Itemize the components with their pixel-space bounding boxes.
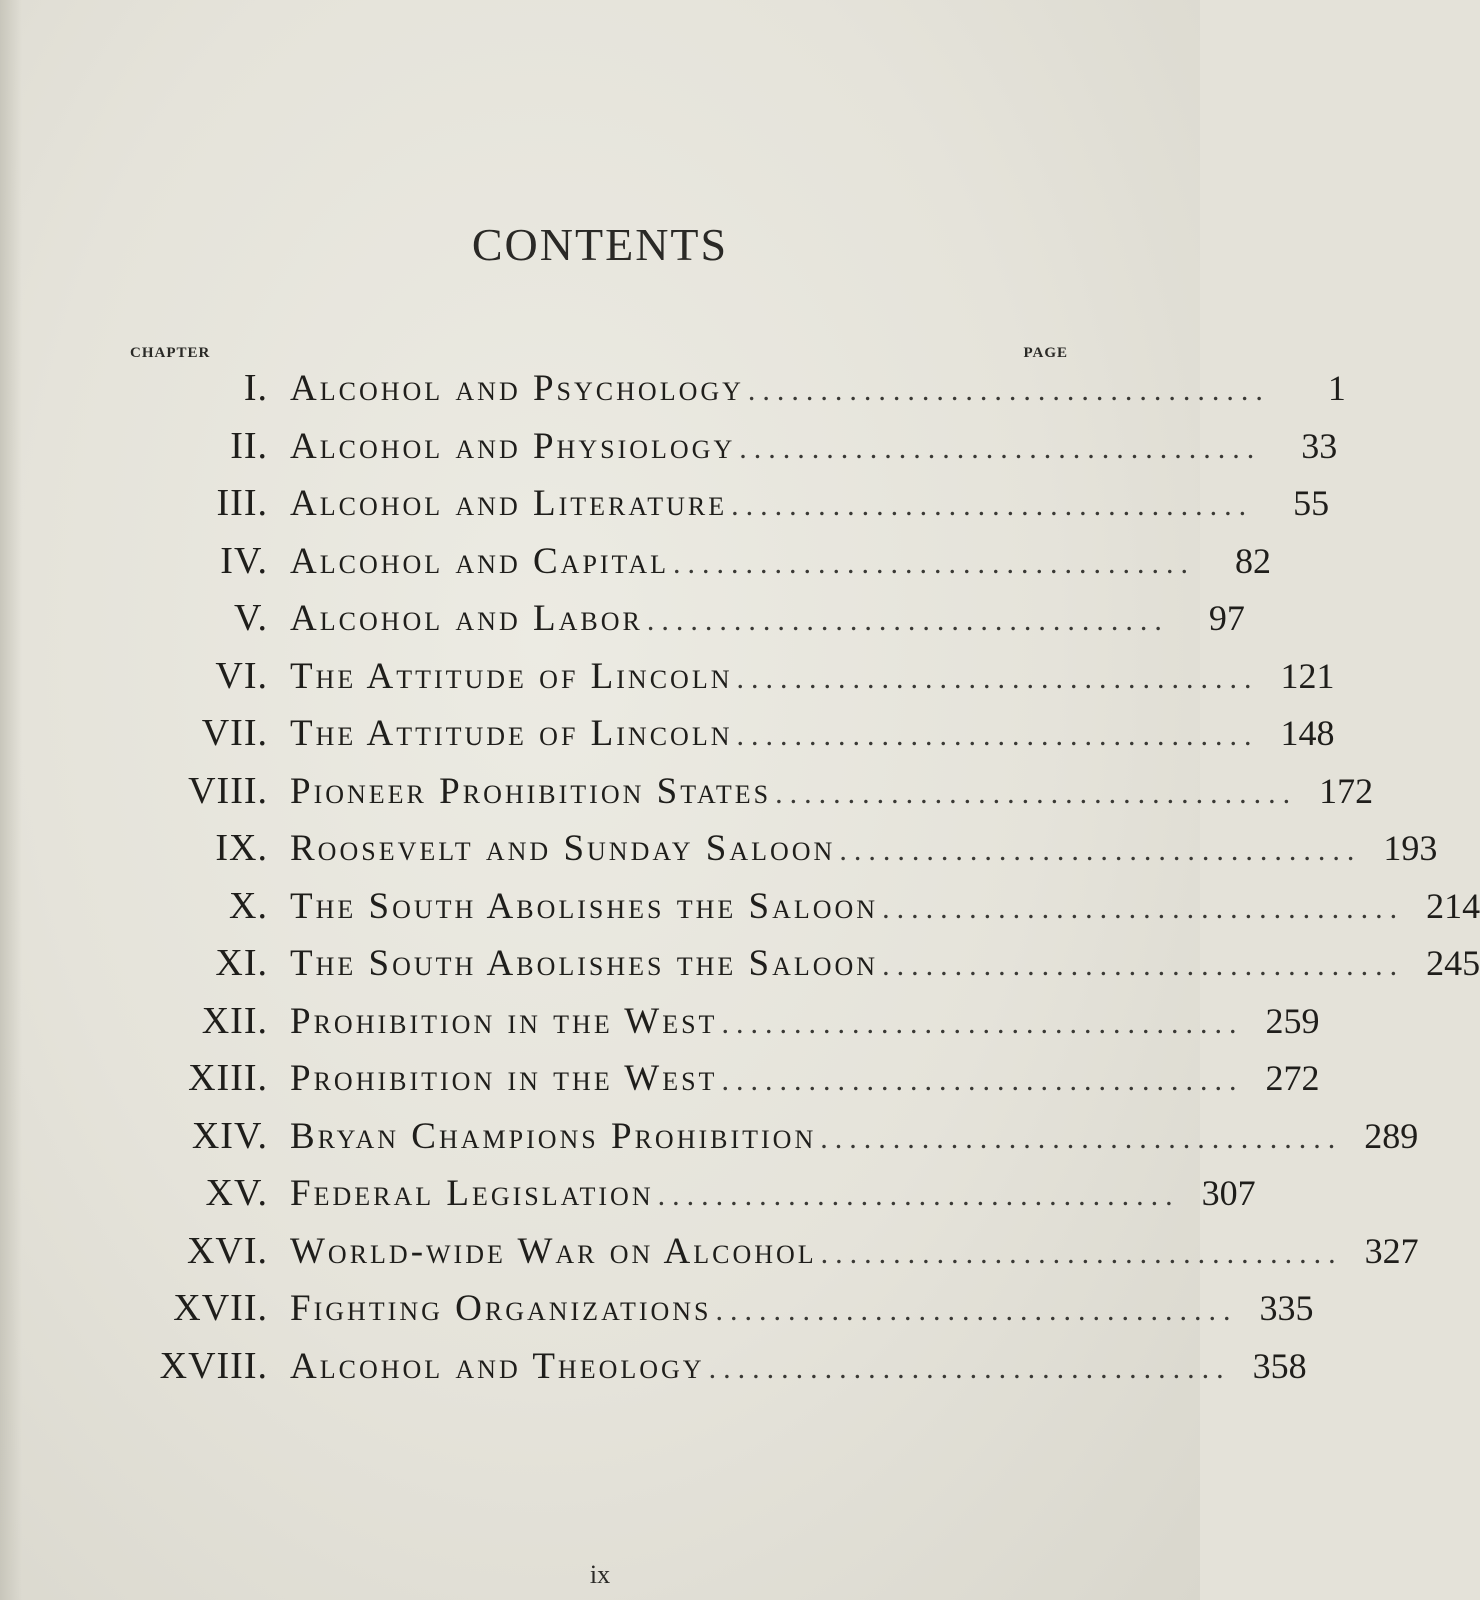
- page-number: 33: [1301, 425, 1338, 466]
- chapter-title: The South Abolishes the Saloon: [290, 885, 879, 927]
- page-number: 172: [1319, 770, 1374, 811]
- toc-entry: [150, 941, 1480, 999]
- chapter-number: XVII.: [173, 1287, 268, 1329]
- chapter-title: Alcohol and Theology: [290, 1345, 705, 1387]
- chapter-number: X.: [229, 884, 268, 927]
- chapter-title: Roosevelt and Sunday Saloon: [290, 828, 836, 869]
- toc-entry: [150, 1114, 1419, 1172]
- toc-entry: [150, 539, 1272, 597]
- chapter-title: The Attitude of Lincoln: [290, 713, 733, 754]
- toc-entry: [150, 654, 1335, 712]
- chapter-number: VIII.: [188, 769, 268, 812]
- toc-entry: [150, 711, 1335, 769]
- dot-leader: ....................................: [820, 1121, 1343, 1155]
- chapter-number: V.: [233, 597, 268, 639]
- chapter-title: Prohibition in the West: [290, 1058, 718, 1099]
- dot-leader: ....................................: [775, 776, 1298, 810]
- toc-entry: [150, 1171, 1256, 1229]
- dot-leader: ....................................: [882, 891, 1405, 925]
- toc-entry: [150, 481, 1330, 539]
- toc-entry: [150, 1056, 1320, 1114]
- chapter-title: Federal Legislation: [290, 1173, 654, 1214]
- chapter-number: IV.: [220, 539, 268, 582]
- page-number: 1: [1327, 368, 1346, 408]
- chapter-title: Alcohol and Physiology: [290, 425, 736, 467]
- dot-leader: ....................................: [739, 431, 1262, 465]
- page-number: 307: [1201, 1173, 1256, 1213]
- toc-entry: [150, 1229, 1419, 1287]
- page-number: 289: [1364, 1115, 1419, 1156]
- chapter-title: World-wide War on Alcohol: [290, 1230, 817, 1272]
- toc-entry: [150, 826, 1438, 884]
- chapter-title: Alcohol and Psychology: [290, 368, 744, 409]
- chapter-title: The Attitude of Lincoln: [290, 655, 733, 697]
- chapter-title: Prohibition in the West: [290, 1000, 718, 1042]
- page-title: CONTENTS: [471, 219, 729, 270]
- dot-leader: ....................................: [839, 834, 1362, 867]
- chapter-number: XVI.: [186, 1229, 268, 1272]
- page-folio: ix: [589, 1560, 611, 1589]
- chapter-title: Pioneer Prohibition States: [290, 770, 772, 812]
- toc-entry: [150, 1286, 1314, 1344]
- dot-leader: ....................................: [736, 719, 1259, 752]
- toc-entry: [150, 769, 1374, 827]
- dot-leader: ....................................: [673, 546, 1196, 580]
- chapter-column-header: CHAPTER: [130, 345, 211, 361]
- toc-entry: [150, 999, 1320, 1057]
- table-of-contents: [150, 366, 1480, 1401]
- page-number: 358: [1252, 1345, 1307, 1386]
- page-number: 259: [1265, 1000, 1320, 1041]
- page-number: 148: [1280, 713, 1335, 753]
- chapter-number: XIV.: [191, 1114, 268, 1157]
- dot-leader: ....................................: [721, 1006, 1244, 1040]
- page-number: 327: [1364, 1230, 1419, 1271]
- chapter-number: III.: [216, 482, 268, 524]
- toc-entry: [150, 1344, 1307, 1402]
- dot-leader: ....................................: [736, 661, 1259, 695]
- chapter-number: VII.: [201, 712, 268, 754]
- dot-leader: ....................................: [731, 489, 1254, 522]
- chapter-title: Alcohol and Capital: [290, 540, 670, 582]
- page-number: 214: [1426, 885, 1480, 926]
- chapter-title: Bryan Champions Prohibition: [290, 1115, 817, 1157]
- chapter-title: Fighting Organizations: [290, 1288, 712, 1329]
- toc-entry: [150, 596, 1245, 654]
- page-number: 121: [1280, 655, 1335, 696]
- chapter-title: Alcohol and Literature: [290, 483, 728, 524]
- chapter-number: XI.: [215, 942, 268, 984]
- chapter-number: IX.: [215, 827, 268, 869]
- chapter-number: I.: [243, 367, 268, 409]
- chapter-number: XVIII.: [159, 1344, 268, 1387]
- page-number: 193: [1383, 828, 1438, 868]
- dot-leader: ....................................: [721, 1064, 1244, 1097]
- chapter-title: Alcohol and Labor: [290, 598, 643, 639]
- chapter-number: XIII.: [188, 1057, 268, 1099]
- dot-leader: ....................................: [747, 374, 1270, 407]
- page-number: 272: [1265, 1058, 1320, 1098]
- toc-entry: [150, 884, 1480, 942]
- toc-entry: [150, 424, 1338, 482]
- chapter-title: The South Abolishes the Saloon: [290, 943, 879, 984]
- dot-leader: ....................................: [715, 1294, 1238, 1327]
- page-number: 335: [1259, 1288, 1314, 1328]
- dot-leader: ....................................: [657, 1179, 1180, 1212]
- dot-leader: ....................................: [646, 604, 1169, 637]
- page-number: 245: [1426, 943, 1480, 983]
- page-number: 97: [1208, 598, 1245, 638]
- dot-leader: ....................................: [708, 1351, 1231, 1385]
- page-number: 82: [1235, 540, 1272, 581]
- toc-entry: [150, 366, 1346, 424]
- dot-leader: ....................................: [882, 949, 1405, 982]
- chapter-number: XV.: [205, 1172, 268, 1214]
- chapter-number: XII.: [201, 999, 268, 1042]
- page-column-header: PAGE: [1023, 345, 1068, 361]
- page-number: 55: [1293, 483, 1330, 523]
- chapter-number: II.: [230, 424, 268, 467]
- dot-leader: ....................................: [820, 1236, 1343, 1270]
- chapter-number: VI.: [215, 654, 268, 697]
